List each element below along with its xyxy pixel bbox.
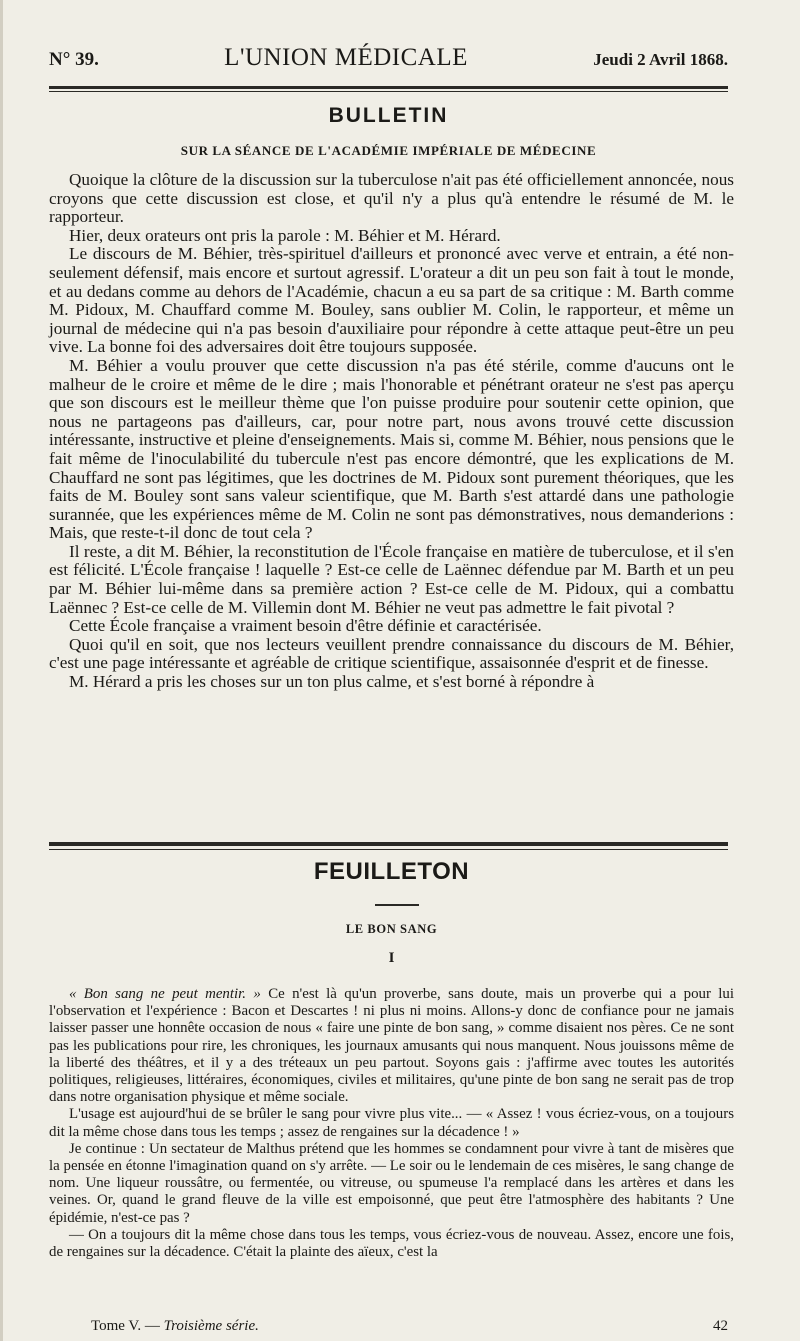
volume-series	[91, 1318, 259, 1335]
page-header	[49, 44, 728, 78]
bulletin-paragraph: Le discours de M. Béhier, très-spirituel d'ailleurs et prononcé avec verve et entrain, a été non-seulement défensif, mais encore et surtout agressif. L'orateur a dit un peu son fait à tout le monde, et au dedans comme au dehors de l'Académie, chacun a eu sa part de sa critique : M. Barth comme M. Pidoux, M. Chauffard comme M. Bouley, sans oublier M. Colin, le rapporteur, et même un journal de médecine qui n'a pas besoin d'auxiliaire pour répondre à cette attaque peut-être un peu vive. La bonne foi des adversaires doit être toujours supposée.	[49, 244, 734, 357]
bulletin-paragraph: Il reste, a dit M. Béhier, la reconstitution de l'École française en matière de tuberculose, et il s'en est félicité. L'École française ! laquelle ? Est-ce celle de Laënnec défendue par M. Barth et un peu par M. Béhier lui-même dans sa première action ? Est-ce celle de M. Pidoux, qui a combattu Laënnec ? Est-ce celle de M. Villemin dont M. Béhier ne veut pas admettre le fait pivotal ?	[49, 541, 734, 617]
bulletin-subtitle: SUR LA SÉANCE DE L'ACADÉMIE IMPÉRIALE DE MÉDECINE	[180, 143, 597, 158]
bulletin-paragraph: Cette École française a vraiment besoin d'être définie et caractérisée.	[69, 616, 542, 636]
issue-date: Jeudi 2 Avril 1868.	[593, 50, 728, 69]
issue-number: N° 39.	[49, 49, 99, 70]
feuilleton-paragraph	[49, 986, 734, 1106]
feuilleton-paragraph-text: Ce n'est là qu'un proverbe, sans doute, mais un proverbe qui a pour lui l'observation et l'expérience : Bacon et Descartes ! ni plus ni moins. Allons-y donc de confiance pour ne jamais laisser passer une honnête occasion de nous « faire une pinte de bon sang, » comme disaient nos pères. Ce ne sont pas les publications pour rire, les chroniques, les journaux amusants qui nous manquent. Nous jouissons même de la liberté des théâtres, et il y a des tréteaux un peu partout. Soyons gais : j'affirme avec toutes les autorités politiques, religieuses, littéraires, économiques, civiles et militaires, qu'une pinte de bon sang ne serait pas de trop dans notre organisation physique et même sociale.	[49, 986, 734, 1106]
feuilleton-rule	[49, 842, 728, 846]
feuilleton-subtitle: LE BON SANG	[345, 922, 438, 936]
page-number: 42	[713, 1318, 728, 1334]
journal-title: L'UNION MÉDICALE	[224, 44, 468, 71]
header-rule-thin	[49, 91, 728, 92]
feuilleton-title: FEUILLETON	[313, 858, 470, 885]
feuilleton-paragraph: — On a toujours dit la même chose dans tous les temps, vous écriez-vous de nouveau. Assez, encore une fois, de rengaines sur la décadence. C'était la plainte des aïeux, c'est la	[49, 1226, 734, 1261]
page-footer	[91, 1318, 728, 1335]
feuilleton-paragraph: L'usage est aujourd'hui de se brûler le sang pour vivre plus vite... — « Assez ! vous écriez-vous, on a toujours dit la même chose dans tous les temps ; assez de rengaines sur la décadence ! »	[49, 1106, 734, 1140]
bulletin-paragraph: M. Hérard a pris les choses sur un ton plus calme, et s'est borné à répondre à	[69, 672, 595, 692]
feuilleton-divider	[375, 904, 419, 906]
feuilleton-paragraph: Je continue : Un sectateur de Malthus prétend que les hommes se condamnent pour vivre à tant de misères que la pensée en étonne l'imagination quand on s'y arrête. — Le soir ou le lendemain de ces misères, le sang change de nom. Une liqueur roussâtre, ou fermentée, ou vitreuse, ou spumeuse l'a remplacé dans les artères et dans les veines. Or, quand le grand fleuve de la ville est empoisonné, que peut être l'atmosphère des habitants ? Une épidémie, n'est-ce pas ?	[49, 1140, 734, 1226]
bulletin-paragraph: Quoique la clôture de la discussion sur la tuberculose n'ait pas été officiellement annoncée, nous croyons que cette discussion est close, et qu'il n'y a plus qu'à entendre le résumé de M. le rapporteur.	[49, 170, 734, 227]
feuilleton-section-number: I	[388, 950, 395, 966]
bulletin-body	[49, 171, 734, 692]
feuilleton-quote: « Bon sang ne peut mentir. »	[69, 986, 261, 1002]
bulletin-paragraph: Hier, deux orateurs ont pris la parole : M. Béhier et M. Hérard.	[69, 225, 501, 245]
bulletin-paragraph: M. Béhier a voulu prouver que cette discussion n'a pas été stérile, comme d'aucuns ont le malheur de le croire et même de le dire ; mais l'honorable et pénétrant orateur ne s'est pas aperçu que son discours est le meilleur thème que l'on puisse produire pour soutenir cette opinion, que nous ne partageons pas d'ailleurs, car, pour notre part, nous avons trouvé cette discussion intéressante, instructive et pleine d'enseignements. Mais si, comme M. Béhier, nous pensions que le fait même de l'inoculabilité du tubercule n'est pas encore démontré, que les explications de M. Chauffard ne sont pas légitimes, que les doctrines de M. Pidoux sont purement théoriques, que les faits de M. Bouley sont sans valeur scientifique, que M. Barth s'est attardé dans une pathologie surannée, que les expériences même de M. Colin ne sont pas démonstratives, nous demanderions : Mais, que reste-t-il donc de tout cela ?	[49, 355, 734, 543]
series-label: Troisième série.	[163, 1318, 259, 1334]
volume-label: Tome V. —	[91, 1318, 164, 1334]
header-rule	[49, 86, 728, 89]
bulletin-title: BULLETIN	[328, 104, 449, 127]
feuilleton-rule-thin	[49, 849, 728, 850]
feuilleton-body	[49, 986, 734, 1261]
bulletin-paragraph: Quoi qu'il en soit, que nos lecteurs veuillent prendre connaissance du discours de M. Béhier, c'est une page intéressante et agréable de critique scientifique, assaisonnée d'esprit et de finesse.	[49, 634, 734, 673]
